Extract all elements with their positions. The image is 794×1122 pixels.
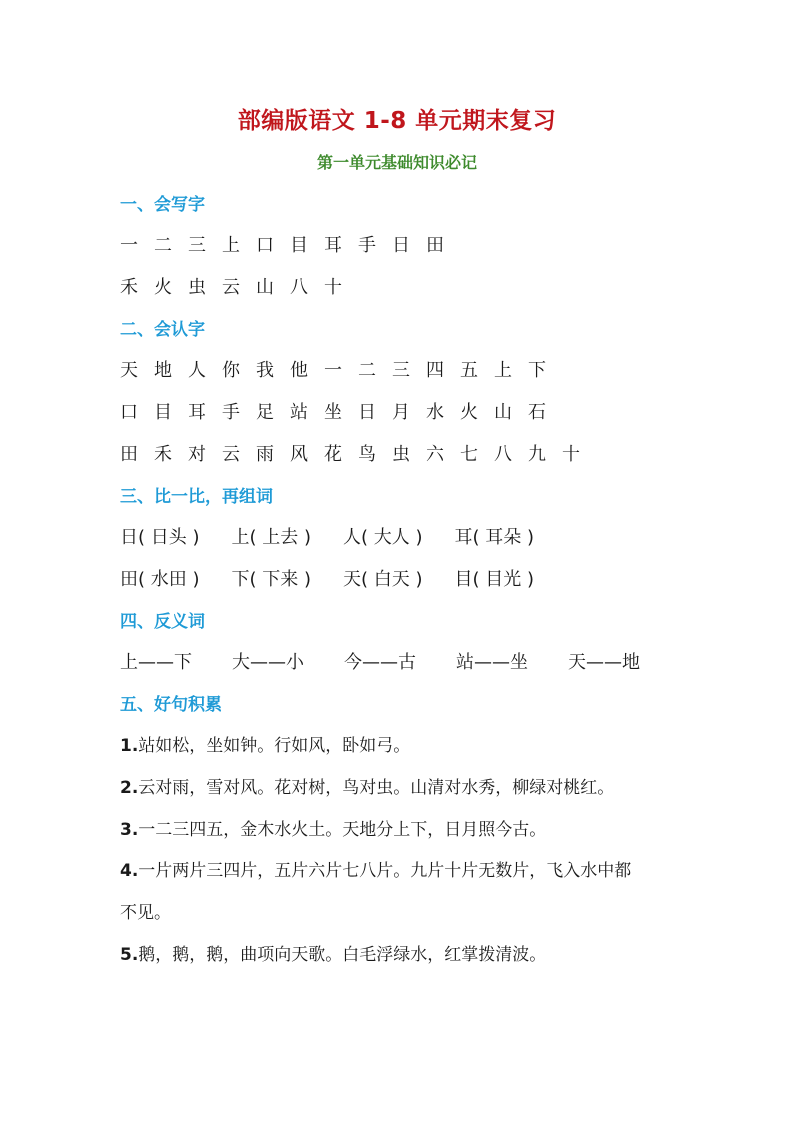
list-item: 上( 上去 ) <box>231 527 311 548</box>
recognize-chars-row-3 <box>120 440 596 466</box>
sentence-number: 4. <box>120 861 139 881</box>
compare-words-row-2 <box>120 565 566 591</box>
list-item: 十 <box>562 444 580 465</box>
list-item: 口 <box>120 402 138 423</box>
list-item: 禾 <box>154 444 172 465</box>
document-title: 部编版语文 1-8 单元期末复习 <box>237 108 557 134</box>
list-item: 对 <box>188 444 206 465</box>
list-item: 水 <box>426 402 444 423</box>
list-item: 上 <box>494 360 512 381</box>
list-item: 日 <box>392 235 410 256</box>
write-chars-row-2 <box>120 273 358 299</box>
list-item: 上 <box>222 235 240 256</box>
document-subtitle: 第一单元基础知识必记 <box>316 153 477 172</box>
sentence-2 <box>120 773 614 798</box>
list-item: 天( 白天 ) <box>343 569 423 590</box>
list-item: 坐 <box>324 402 342 423</box>
list-item: 大——小 <box>232 652 304 673</box>
list-item: 山 <box>256 277 274 298</box>
list-item: 手 <box>358 235 376 256</box>
list-item: 雨 <box>256 444 274 465</box>
list-item: 手 <box>222 402 240 423</box>
list-item: 田 <box>426 235 444 256</box>
section-heading-write: 一、会写字 <box>120 195 205 215</box>
list-item: 风 <box>290 444 308 465</box>
list-item: 云 <box>222 277 240 298</box>
section-heading-antonyms: 四、反义词 <box>120 612 205 632</box>
list-item: 日 <box>358 402 376 423</box>
sentence-text: 一二三四五，金木水火土。天地分上下，日月照今古。 <box>138 820 547 840</box>
sentence-number: 2. <box>120 778 139 798</box>
sentence-text: 一片两片三四片，五片六片七八片。九片十片无数片，飞入水中都 <box>138 861 632 881</box>
list-item: 四 <box>426 360 444 381</box>
list-item: 一 <box>120 235 138 256</box>
list-item: 火 <box>154 277 172 298</box>
sentence-4-continuation: 不见。 <box>120 903 171 923</box>
list-item: 我 <box>256 360 274 381</box>
list-item: 田( 水田 ) <box>120 569 200 590</box>
list-item: 十 <box>324 277 342 298</box>
list-item: 二 <box>154 235 172 256</box>
list-item: 地 <box>154 360 172 381</box>
list-item: 三 <box>392 360 410 381</box>
list-item: 九 <box>528 444 546 465</box>
list-item: 耳( 耳朵 ) <box>454 527 534 548</box>
list-item: 日( 日头 ) <box>120 527 200 548</box>
list-item: 田 <box>120 444 138 465</box>
list-item: 天 <box>120 360 138 381</box>
list-item: 三 <box>188 235 206 256</box>
list-item: 站 <box>290 402 308 423</box>
list-item: 站——坐 <box>456 652 528 673</box>
section-heading-recognize: 二、会认字 <box>120 320 205 340</box>
list-item: 目 <box>290 235 308 256</box>
write-chars-row-1 <box>120 231 460 257</box>
list-item: 天——地 <box>568 652 640 673</box>
list-item: 七 <box>460 444 478 465</box>
list-item: 足 <box>256 402 274 423</box>
list-item: 禾 <box>120 277 138 298</box>
list-item: 山 <box>494 402 512 423</box>
sentence-text: 鹅，鹅，鹅，曲项向天歌。白毛浮绿水，红掌拨清波。 <box>138 945 547 965</box>
list-item: 目( 目光 ) <box>454 569 534 590</box>
list-item: 目 <box>154 402 172 423</box>
list-item: 六 <box>426 444 444 465</box>
list-item: 八 <box>290 277 308 298</box>
list-item: 五 <box>460 360 478 381</box>
list-item: 虫 <box>392 444 410 465</box>
sentence-number: 1. <box>120 736 139 756</box>
sentence-number: 3. <box>120 820 139 840</box>
recognize-chars-row-1 <box>120 356 562 382</box>
list-item: 下( 下来 ) <box>231 569 311 590</box>
section-heading-sentences: 五、好句积累 <box>120 695 222 715</box>
sentence-text: 云对雨，雪对风。花对树，鸟对虫。山清对水秀，柳绿对桃红。 <box>138 778 615 798</box>
sentence-5 <box>120 940 546 965</box>
section-heading-compare: 三、比一比，再组词 <box>120 487 273 507</box>
compare-words-row-1 <box>120 523 566 549</box>
list-item: 口 <box>256 235 274 256</box>
list-item: 人( 大人 ) <box>343 527 423 548</box>
sentence-number: 5. <box>120 945 139 965</box>
list-item: 花 <box>324 444 342 465</box>
sentence-1 <box>120 731 410 756</box>
recognize-chars-row-2 <box>120 398 562 424</box>
list-item: 八 <box>494 444 512 465</box>
sentence-text: 站如松，坐如钟。行如风，卧如弓。 <box>138 736 411 756</box>
list-item: 下 <box>528 360 546 381</box>
list-item: 他 <box>290 360 308 381</box>
antonyms-row <box>120 648 680 674</box>
list-item: 月 <box>392 402 410 423</box>
list-item: 耳 <box>324 235 342 256</box>
list-item: 今——古 <box>344 652 416 673</box>
list-item: 鸟 <box>358 444 376 465</box>
list-item: 石 <box>528 402 546 423</box>
list-item: 上——下 <box>120 652 192 673</box>
list-item: 你 <box>222 360 240 381</box>
list-item: 人 <box>188 360 206 381</box>
list-item: 二 <box>358 360 376 381</box>
list-item: 火 <box>460 402 478 423</box>
list-item: 耳 <box>188 402 206 423</box>
list-item: 云 <box>222 444 240 465</box>
list-item: 虫 <box>188 277 206 298</box>
sentence-4 <box>120 856 631 881</box>
list-item: 一 <box>324 360 342 381</box>
sentence-3 <box>120 815 546 840</box>
